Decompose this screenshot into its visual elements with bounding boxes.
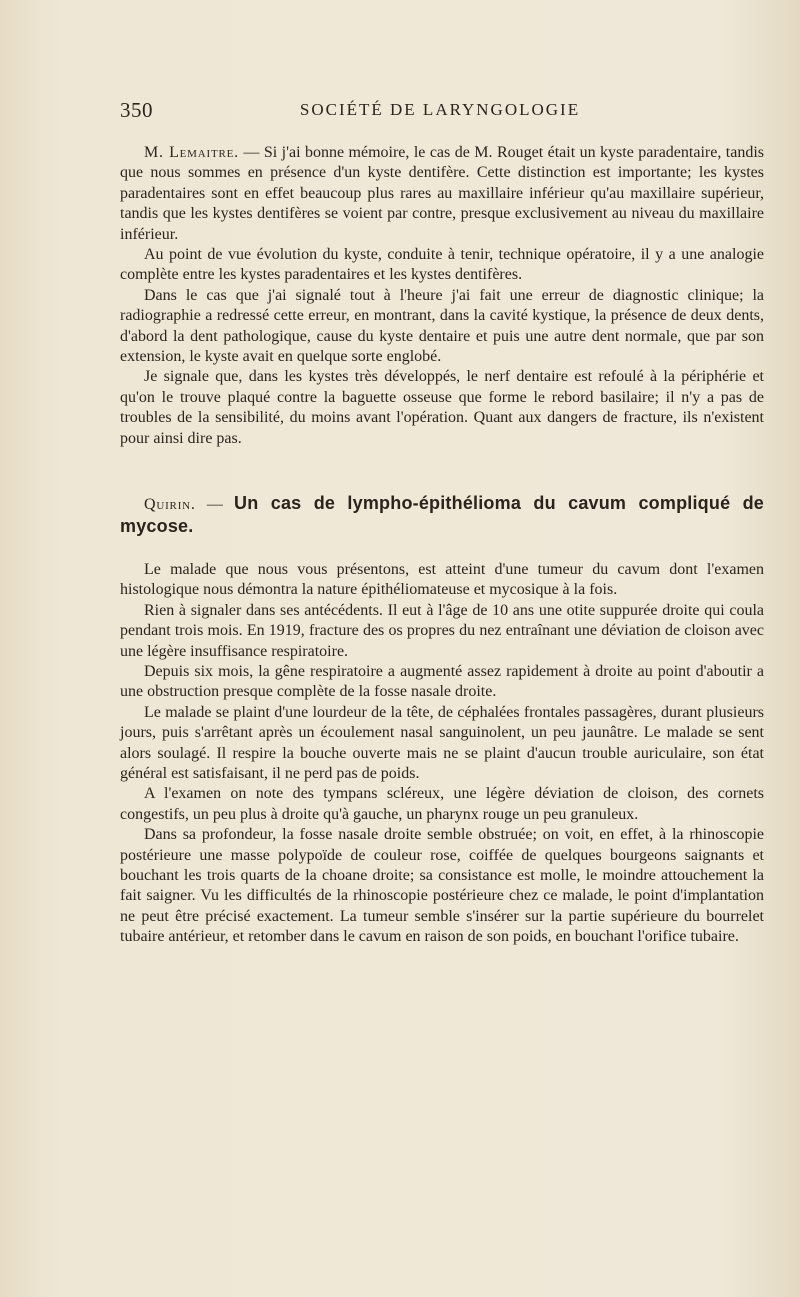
page-header — [120, 98, 760, 128]
paragraph: Le malade que nous vous présentons, est atteint d'une tumeur du cavum dont l'examen histologique nous démontra la nature épithéliomateuse et mycosique à la fois. — [120, 560, 764, 599]
heading-dash: — — [206, 496, 223, 514]
paragraph: Dans le cas que j'ai signalé tout à l'heure j'ai fait une erreur de diagnostic clinique; la radiographie a redressé cette erreur, en montrant, dans la cavité kystique, la présence de deux dents, d'abord la dent pathologique, cause du kyste dentaire et puis une autre dent normale, que par son extension, le kyste avait en quelque sorte englobé. — [120, 286, 764, 366]
paragraph: Dans sa profondeur, la fosse nasale droite semble obstruée; on voit, en effet, à la rhinoscopie postérieure une masse polypoïde de couleur rose, coiffée de quelques bourgeons saignants et bouchant les trois quarts de la choane droite; sa consistance est molle, le moindre attouchement la fait saigner. Vu les difficultés de la rhinoscopie postérieure chez ce malade, le point d'implantation ne peut être précisé exactement. La tumeur semble s'insérer sur la partie supérieure du bourrelet tubaire antérieur, et retomber dans le cavum en raison de son poids, en bouchant l'orifice tubaire. — [120, 826, 764, 946]
paragraph: A l'examen on note des tympans scléreux, une légère déviation de cloison, des cornets congestifs, un peu plus à droite qu'à gauche, un pharynx rouge un peu granuleux. — [120, 785, 764, 823]
paragraph: Au point de vue évolution du kyste, conduite à tenir, technique opératoire, il y a une analogie complète entre les kystes paradentaires et les kystes dentifères. — [120, 246, 764, 284]
section-heading — [120, 493, 764, 538]
article-title: Un cas de lympho-épithélioma du cavum compliqué de mycose. — [120, 493, 765, 536]
paragraph: Le malade se plaint d'une lourdeur de la tête, de céphalées frontales passagères, durant plusieurs jours, puis s'arrêtant après un écoulement nasal sanguinolent, un peu jaunâtre. Le malade se sent alors soulagé. Il respire la bouche ouverte mais ne se plaint d'aucun trouble auriculaire, son état général est satisfaisant, il ne perd pas de poids. — [120, 703, 764, 782]
author-name: Quirin. — [144, 496, 196, 514]
speaker-name: M. Lemaitre. — [144, 144, 239, 161]
section-lemaitre — [120, 143, 764, 449]
heading-spacer — [120, 538, 764, 560]
paragraph: Je signale que, dans les kystes très développés, le nerf dentaire est refoulé à la périphérie et qu'on le trouve plaqué contre la baguette osseuse que forme le rebord basilaire; il n'y a pas de troubles de la sensibilité, du moins avant l'opération. Quant aux dangers de fracture, ils n'existent pour ainsi dire pas. — [120, 368, 764, 447]
page-number: 350 — [120, 98, 153, 122]
section-quirin — [120, 493, 764, 948]
page-body — [120, 143, 764, 948]
running-title: SOCIÉTÉ DE LARYNGOLOGIE — [299, 100, 581, 119]
paragraph — [120, 143, 764, 245]
paragraph-text: — Si j'ai bonne mémoire, le cas de M. Rouget était un kyste paradentaire, tandis que nous sommes en présence d'un kyste dentifère. Cette distinction est importante; les kystes paradentaires sont en effet beaucoup plus rares au maxillaire inférieur qu'au maxillaire supérieur, tandis que les kystes dentifères se voient par contre, presque exclusivement au niveau du maxillaire inférieur. — [120, 144, 765, 243]
section-spacer — [120, 449, 764, 493]
paragraph: Rien à signaler dans ses antécédents. Il eut à l'âge de 10 ans une otite suppurée droite qui coula pendant trois mois. En 1919, fracture des os propres du nez entraînant une déviation de cloison avec une légère insuffisance respiratoire. — [120, 601, 764, 660]
paragraph: Depuis six mois, la gêne respiratoire a augmenté assez rapidement à droite au point d'aboutir a une obstruction presque complète de la fosse nasale droite. — [120, 662, 764, 701]
